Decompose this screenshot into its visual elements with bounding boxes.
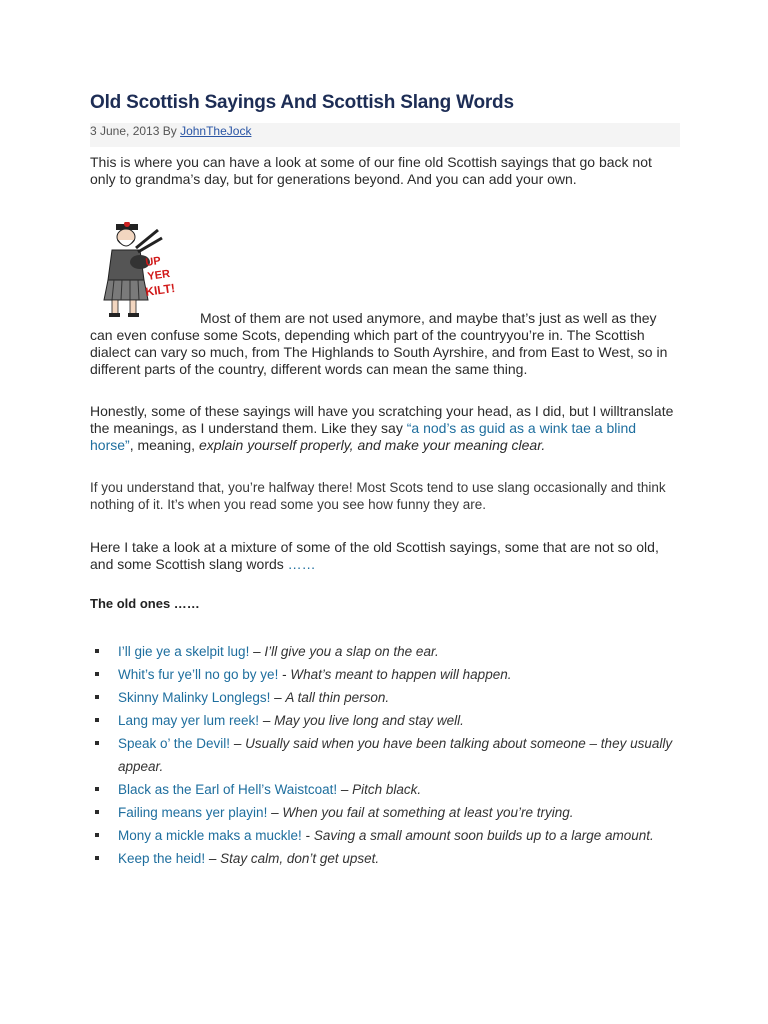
saying-separator: –: [205, 851, 221, 866]
paragraph-dialects: Most of them are not used anymore, and maybe that’s just as well as they can even confuse some Scots, depending which part of the countryyou’re in. The Scottish dialect can vary so much, from The Highlands to South Ayrshire, and from East to West, so in different parts of the country, different words can mean the same thing.: [90, 310, 668, 377]
saying-separator: –: [259, 713, 275, 728]
saying-separator: -: [301, 828, 314, 843]
saying-text[interactable]: Keep the heid!: [118, 851, 206, 866]
post-meta: [90, 123, 680, 147]
saying-meaning: When you fail at something at least you’re trying.: [282, 805, 574, 820]
saying-item: [90, 663, 680, 686]
saying-meaning: Stay calm, don’t get upset.: [220, 851, 380, 866]
saying-meaning: What’s meant to happen will happen.: [290, 667, 512, 682]
para3-mid: , meaning,: [129, 437, 199, 453]
saying-item: [90, 847, 680, 870]
saying-item: [90, 801, 680, 824]
para5-ellipsis: ……: [287, 556, 316, 572]
saying-quote-link[interactable]: “a nod’s as guid as a wink tae a blind horse”: [90, 420, 637, 453]
saying-text[interactable]: Black as the Earl of Hell’s Waistcoat!: [118, 782, 338, 797]
saying-separator: –: [267, 805, 283, 820]
author-link[interactable]: JohnTheJock: [180, 124, 252, 138]
sayings-list: [90, 640, 680, 870]
saying-text[interactable]: Failing means yer playin!: [118, 805, 268, 820]
saying-item: [90, 709, 680, 732]
saying-separator: –: [337, 782, 353, 797]
saying-text[interactable]: Whit’s fur ye’ll no go by ye!: [118, 667, 279, 682]
svg-text:UP: UP: [144, 254, 162, 269]
saying-meaning: May you live long and stay well.: [274, 713, 464, 728]
paragraph-mixture: [90, 539, 680, 573]
paragraph-translations: [90, 403, 680, 454]
para5-text: Here I take a look at a mixture of some of the old Scottish sayings, some that are not so old, and some Scottish slang words: [90, 539, 659, 572]
saying-item: [90, 824, 680, 847]
saying-meaning: A tall thin person.: [285, 690, 390, 705]
saying-text[interactable]: Lang may yer lum reek!: [118, 713, 260, 728]
saying-meaning: Pitch black.: [352, 782, 422, 797]
page-title: Old Scottish Sayings And Scottish Slang Words: [90, 92, 514, 113]
kilted-piper-illustration: [96, 222, 186, 318]
saying-item: [90, 732, 680, 778]
saying-separator: –: [270, 690, 286, 705]
intro-paragraph: This is where you can have a look at some of our fine old Scottish sayings that go back not only to grandma’s day, but for generations beyond. And you can add your own.: [90, 154, 652, 187]
saying-item: [90, 640, 680, 663]
saying-item: [90, 686, 680, 709]
saying-meaning: Saving a small amount soon builds up to a large amount.: [313, 828, 654, 843]
post-date: 3 June, 2013 By: [90, 124, 177, 138]
saying-meaning: I’ll give you a slap on the ear.: [264, 644, 439, 659]
section-heading-old-ones: The old ones ……: [90, 596, 200, 611]
svg-text:KILT!: KILT!: [144, 280, 176, 299]
saying-text[interactable]: I’ll gie ye a skelpit lug!: [118, 644, 250, 659]
saying-text[interactable]: Mony a mickle maks a muckle!: [118, 828, 302, 843]
paragraph-halfway: If you understand that, you’re halfway there! Most Scots tend to use slang occasionally and think nothing of it. It’s when you read some you see how funny they are.: [90, 480, 666, 512]
para3-text: Honestly, some of these sayings will have you scratching your head, as I did, but I willtranslate the meanings, as I understand them. Like they say: [90, 403, 674, 436]
saying-text[interactable]: Skinny Malinky Longlegs!: [118, 690, 271, 705]
saying-separator: –: [249, 644, 265, 659]
svg-text:YER: YER: [146, 267, 171, 283]
saying-meaning: Usually said when you have been talking about someone – they usually appear.: [118, 736, 673, 774]
saying-item: [90, 778, 680, 801]
saying-separator: -: [278, 667, 291, 682]
saying-separator: –: [230, 736, 246, 751]
saying-text[interactable]: Speak o’ the Devil!: [118, 736, 231, 751]
para3-meaning: explain yourself properly, and make your meaning clear.: [198, 437, 546, 453]
